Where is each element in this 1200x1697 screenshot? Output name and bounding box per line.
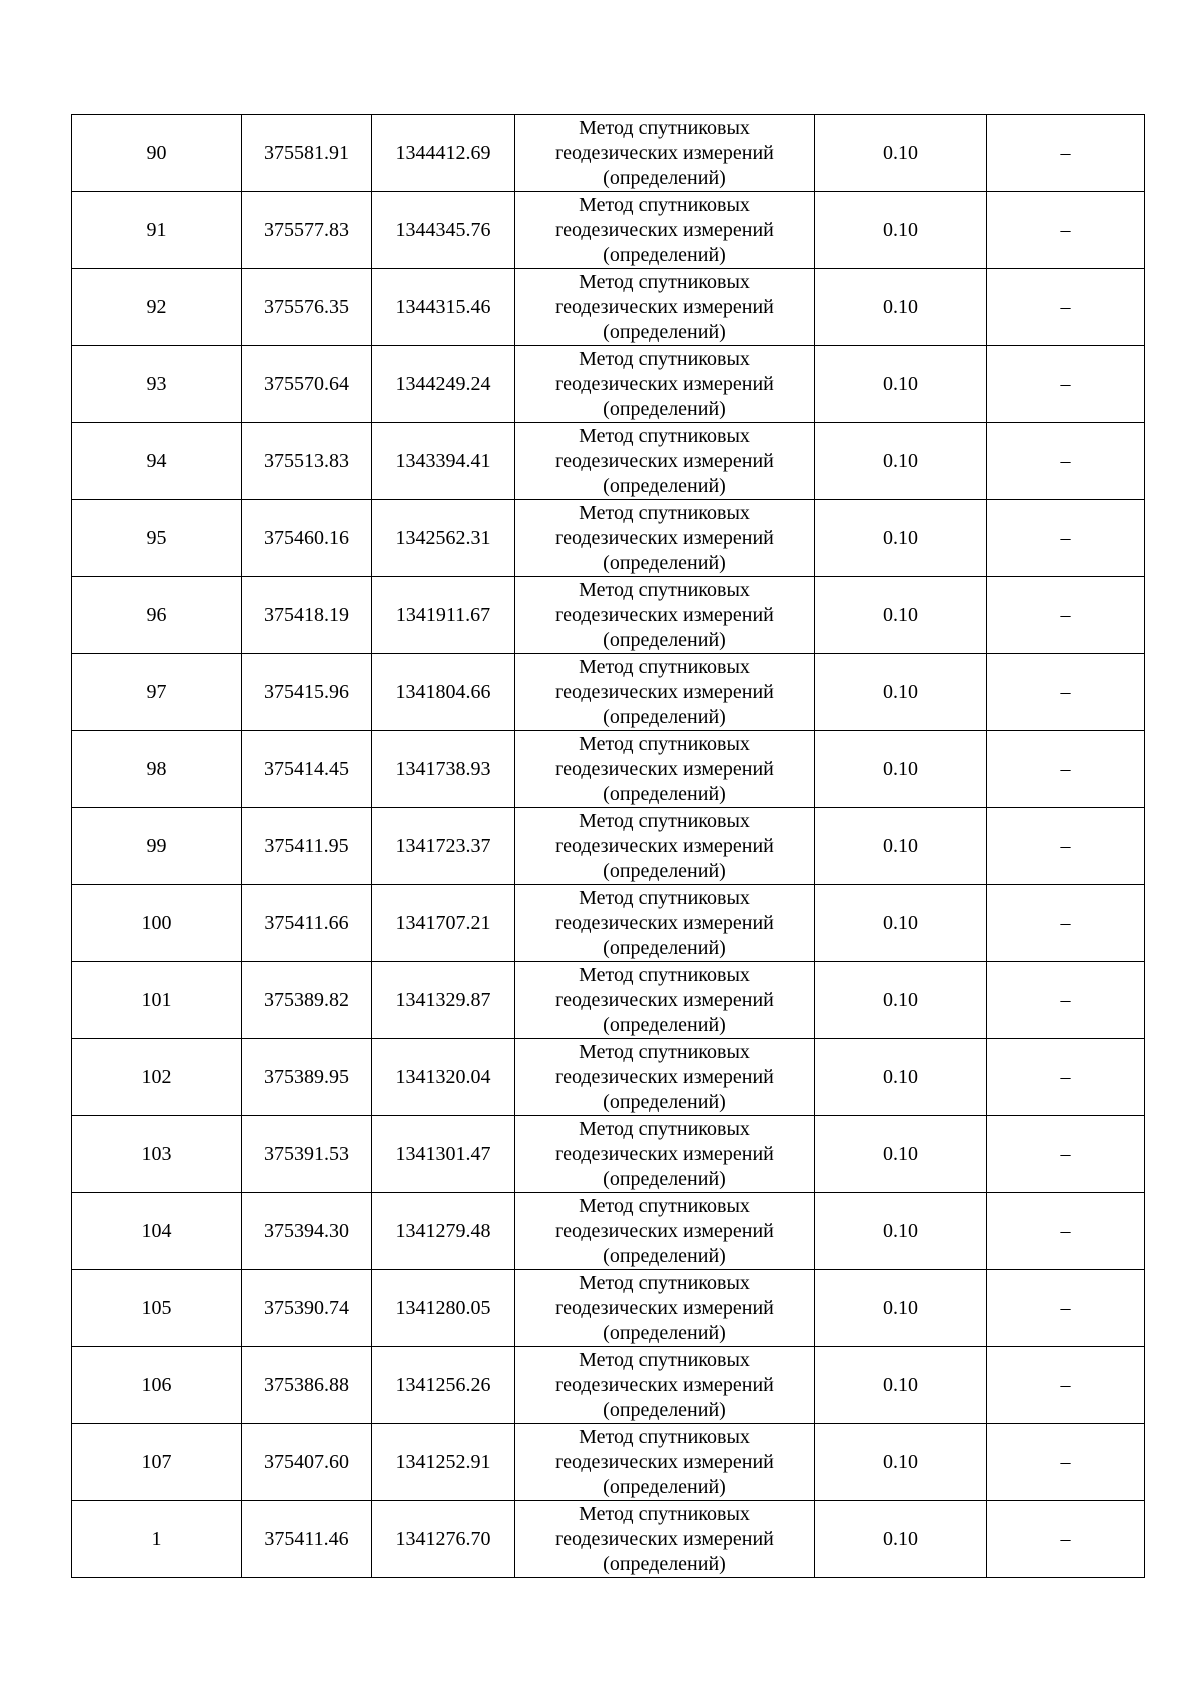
method-text: Метод спутниковых геодезических измерений (определений) bbox=[555, 1117, 774, 1190]
x-coordinate-cell: 375407.60 bbox=[242, 1424, 372, 1501]
point-number-cell: 104 bbox=[72, 1193, 242, 1270]
method-text: Метод спутниковых геодезических измерений (определений) bbox=[555, 655, 774, 728]
method-text: Метод спутниковых геодезических измерений (определений) bbox=[555, 116, 774, 189]
method-cell bbox=[515, 731, 815, 808]
x-coordinate-cell: 375581.91 bbox=[242, 115, 372, 192]
table-row bbox=[72, 885, 1145, 962]
y-coordinate-cell: 1344412.69 bbox=[372, 115, 515, 192]
table-row bbox=[72, 808, 1145, 885]
x-coordinate-cell: 375418.19 bbox=[242, 577, 372, 654]
method-cell bbox=[515, 1424, 815, 1501]
method-text: Метод спутниковых геодезических измерений (определений) bbox=[555, 1040, 774, 1113]
method-text: Метод спутниковых геодезических измерений (определений) bbox=[555, 347, 774, 420]
point-number-cell: 93 bbox=[72, 346, 242, 423]
accuracy-cell: 0.10 bbox=[815, 269, 987, 346]
method-cell bbox=[515, 1270, 815, 1347]
table-row bbox=[72, 1424, 1145, 1501]
x-coordinate-cell: 375411.66 bbox=[242, 885, 372, 962]
point-number-cell: 107 bbox=[72, 1424, 242, 1501]
x-coordinate-cell: 375389.82 bbox=[242, 962, 372, 1039]
table-row bbox=[72, 1501, 1145, 1578]
note-cell: – bbox=[987, 1424, 1145, 1501]
accuracy-cell: 0.10 bbox=[815, 1424, 987, 1501]
table-row bbox=[72, 962, 1145, 1039]
note-cell: – bbox=[987, 1193, 1145, 1270]
method-cell bbox=[515, 423, 815, 500]
y-coordinate-cell: 1341276.70 bbox=[372, 1501, 515, 1578]
table-row bbox=[72, 654, 1145, 731]
y-coordinate-cell: 1341280.05 bbox=[372, 1270, 515, 1347]
method-cell bbox=[515, 962, 815, 1039]
method-cell bbox=[515, 1193, 815, 1270]
note-cell: – bbox=[987, 1039, 1145, 1116]
table-row bbox=[72, 577, 1145, 654]
point-number-cell: 106 bbox=[72, 1347, 242, 1424]
x-coordinate-cell: 375570.64 bbox=[242, 346, 372, 423]
note-cell: – bbox=[987, 500, 1145, 577]
method-cell bbox=[515, 654, 815, 731]
table-row bbox=[72, 423, 1145, 500]
point-number-cell: 100 bbox=[72, 885, 242, 962]
point-number-cell: 92 bbox=[72, 269, 242, 346]
accuracy-cell: 0.10 bbox=[815, 423, 987, 500]
method-cell bbox=[515, 1039, 815, 1116]
method-text: Метод спутниковых геодезических измерений (определений) bbox=[555, 1194, 774, 1267]
method-cell bbox=[515, 577, 815, 654]
table-row bbox=[72, 1193, 1145, 1270]
accuracy-cell: 0.10 bbox=[815, 346, 987, 423]
method-text: Метод спутниковых геодезических измерений (определений) bbox=[555, 424, 774, 497]
x-coordinate-cell: 375577.83 bbox=[242, 192, 372, 269]
accuracy-cell: 0.10 bbox=[815, 1501, 987, 1578]
point-number-cell: 102 bbox=[72, 1039, 242, 1116]
y-coordinate-cell: 1343394.41 bbox=[372, 423, 515, 500]
y-coordinate-cell: 1341723.37 bbox=[372, 808, 515, 885]
method-text: Метод спутниковых геодезических измерений (определений) bbox=[555, 1348, 774, 1421]
y-coordinate-cell: 1344345.76 bbox=[372, 192, 515, 269]
method-text: Метод спутниковых геодезических измерений (определений) bbox=[555, 501, 774, 574]
y-coordinate-cell: 1341738.93 bbox=[372, 731, 515, 808]
accuracy-cell: 0.10 bbox=[815, 1270, 987, 1347]
y-coordinate-cell: 1341320.04 bbox=[372, 1039, 515, 1116]
x-coordinate-cell: 375460.16 bbox=[242, 500, 372, 577]
coordinates-table-body bbox=[72, 115, 1145, 1578]
y-coordinate-cell: 1341911.67 bbox=[372, 577, 515, 654]
x-coordinate-cell: 375386.88 bbox=[242, 1347, 372, 1424]
note-cell: – bbox=[987, 654, 1145, 731]
x-coordinate-cell: 375513.83 bbox=[242, 423, 372, 500]
method-text: Метод спутниковых геодезических измерений (определений) bbox=[555, 1425, 774, 1498]
accuracy-cell: 0.10 bbox=[815, 115, 987, 192]
note-cell: – bbox=[987, 577, 1145, 654]
method-text: Метод спутниковых геодезических измерений (определений) bbox=[555, 578, 774, 651]
y-coordinate-cell: 1344315.46 bbox=[372, 269, 515, 346]
table-row bbox=[72, 500, 1145, 577]
y-coordinate-cell: 1341329.87 bbox=[372, 962, 515, 1039]
y-coordinate-cell: 1341256.26 bbox=[372, 1347, 515, 1424]
x-coordinate-cell: 375389.95 bbox=[242, 1039, 372, 1116]
method-cell bbox=[515, 192, 815, 269]
point-number-cell: 101 bbox=[72, 962, 242, 1039]
point-number-cell: 105 bbox=[72, 1270, 242, 1347]
accuracy-cell: 0.10 bbox=[815, 1347, 987, 1424]
table-row bbox=[72, 1116, 1145, 1193]
point-number-cell: 103 bbox=[72, 1116, 242, 1193]
method-text: Метод спутниковых геодезических измерений (определений) bbox=[555, 963, 774, 1036]
x-coordinate-cell: 375415.96 bbox=[242, 654, 372, 731]
note-cell: – bbox=[987, 192, 1145, 269]
note-cell: – bbox=[987, 1270, 1145, 1347]
method-cell bbox=[515, 1347, 815, 1424]
point-number-cell: 98 bbox=[72, 731, 242, 808]
accuracy-cell: 0.10 bbox=[815, 1193, 987, 1270]
y-coordinate-cell: 1344249.24 bbox=[372, 346, 515, 423]
method-cell bbox=[515, 346, 815, 423]
x-coordinate-cell: 375391.53 bbox=[242, 1116, 372, 1193]
point-number-cell: 95 bbox=[72, 500, 242, 577]
accuracy-cell: 0.10 bbox=[815, 577, 987, 654]
point-number-cell: 96 bbox=[72, 577, 242, 654]
accuracy-cell: 0.10 bbox=[815, 885, 987, 962]
note-cell: – bbox=[987, 1347, 1145, 1424]
table-row bbox=[72, 1347, 1145, 1424]
method-text: Метод спутниковых геодезических измерений (определений) bbox=[555, 193, 774, 266]
method-cell bbox=[515, 269, 815, 346]
method-text: Метод спутниковых геодезических измерений (определений) bbox=[555, 732, 774, 805]
coordinates-table bbox=[71, 114, 1145, 1578]
note-cell: – bbox=[987, 346, 1145, 423]
note-cell: – bbox=[987, 962, 1145, 1039]
accuracy-cell: 0.10 bbox=[815, 808, 987, 885]
x-coordinate-cell: 375414.45 bbox=[242, 731, 372, 808]
table-row bbox=[72, 346, 1145, 423]
method-cell bbox=[515, 885, 815, 962]
accuracy-cell: 0.10 bbox=[815, 1116, 987, 1193]
point-number-cell: 1 bbox=[72, 1501, 242, 1578]
accuracy-cell: 0.10 bbox=[815, 731, 987, 808]
point-number-cell: 90 bbox=[72, 115, 242, 192]
accuracy-cell: 0.10 bbox=[815, 500, 987, 577]
note-cell: – bbox=[987, 1501, 1145, 1578]
y-coordinate-cell: 1341301.47 bbox=[372, 1116, 515, 1193]
y-coordinate-cell: 1341707.21 bbox=[372, 885, 515, 962]
x-coordinate-cell: 375390.74 bbox=[242, 1270, 372, 1347]
method-text: Метод спутниковых геодезических измерений (определений) bbox=[555, 886, 774, 959]
point-number-cell: 91 bbox=[72, 192, 242, 269]
accuracy-cell: 0.10 bbox=[815, 962, 987, 1039]
method-cell bbox=[515, 1501, 815, 1578]
note-cell: – bbox=[987, 885, 1145, 962]
note-cell: – bbox=[987, 731, 1145, 808]
note-cell: – bbox=[987, 115, 1145, 192]
method-text: Метод спутниковых геодезических измерений (определений) bbox=[555, 270, 774, 343]
accuracy-cell: 0.10 bbox=[815, 1039, 987, 1116]
x-coordinate-cell: 375394.30 bbox=[242, 1193, 372, 1270]
note-cell: – bbox=[987, 808, 1145, 885]
table-row bbox=[72, 192, 1145, 269]
x-coordinate-cell: 375411.95 bbox=[242, 808, 372, 885]
method-text: Метод спутниковых геодезических измерений (определений) bbox=[555, 1271, 774, 1344]
point-number-cell: 94 bbox=[72, 423, 242, 500]
y-coordinate-cell: 1341252.91 bbox=[372, 1424, 515, 1501]
note-cell: – bbox=[987, 423, 1145, 500]
table-row bbox=[72, 1039, 1145, 1116]
note-cell: – bbox=[987, 1116, 1145, 1193]
method-text: Метод спутниковых геодезических измерений (определений) bbox=[555, 1502, 774, 1575]
method-cell bbox=[515, 1116, 815, 1193]
point-number-cell: 97 bbox=[72, 654, 242, 731]
table-row bbox=[72, 1270, 1145, 1347]
method-cell bbox=[515, 808, 815, 885]
table-row bbox=[72, 269, 1145, 346]
method-cell bbox=[515, 500, 815, 577]
y-coordinate-cell: 1341804.66 bbox=[372, 654, 515, 731]
y-coordinate-cell: 1342562.31 bbox=[372, 500, 515, 577]
note-cell: – bbox=[987, 269, 1145, 346]
y-coordinate-cell: 1341279.48 bbox=[372, 1193, 515, 1270]
accuracy-cell: 0.10 bbox=[815, 192, 987, 269]
method-cell bbox=[515, 115, 815, 192]
point-number-cell: 99 bbox=[72, 808, 242, 885]
x-coordinate-cell: 375576.35 bbox=[242, 269, 372, 346]
method-text: Метод спутниковых геодезических измерений (определений) bbox=[555, 809, 774, 882]
accuracy-cell: 0.10 bbox=[815, 654, 987, 731]
table-row bbox=[72, 115, 1145, 192]
table-row bbox=[72, 731, 1145, 808]
x-coordinate-cell: 375411.46 bbox=[242, 1501, 372, 1578]
